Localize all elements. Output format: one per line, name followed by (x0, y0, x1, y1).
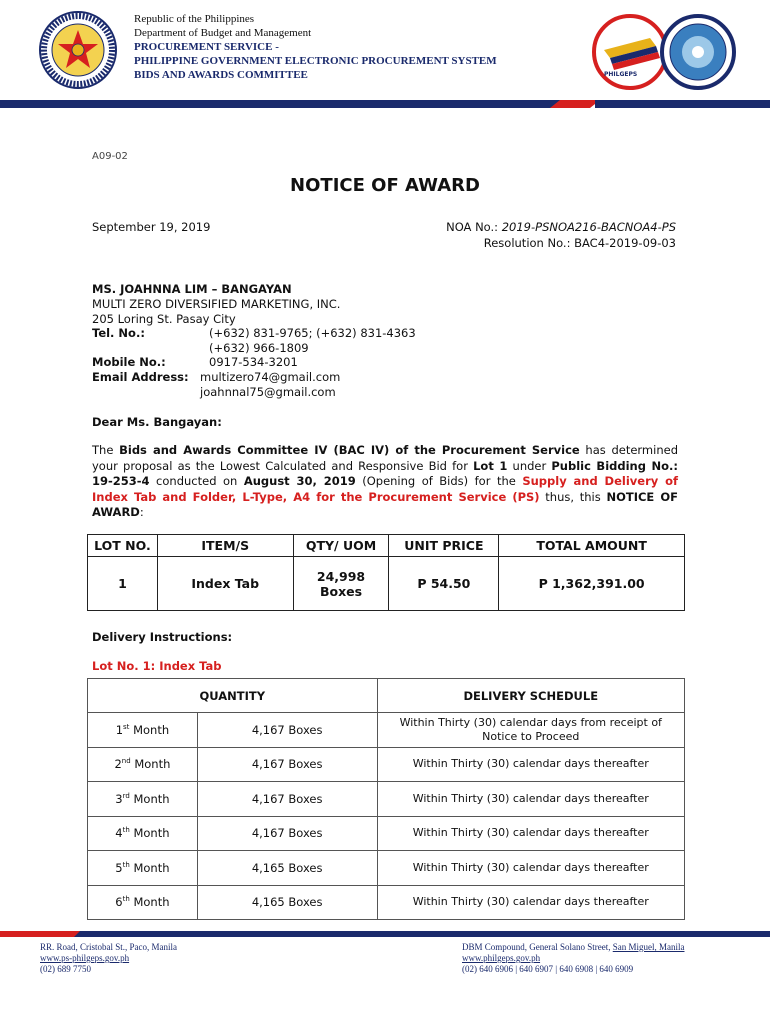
col-items: ITEM/S (157, 535, 293, 557)
cell-total: P 1,362,391.00 (499, 557, 685, 611)
col-lot-no: LOT NO. (88, 535, 158, 557)
cell-month: 6th Month (88, 885, 198, 920)
col-delivery-schedule: DELIVERY SCHEDULE (377, 679, 685, 713)
table-row (88, 885, 685, 920)
footer-right (462, 942, 684, 975)
email-value-2: joahnnal75@gmail.com (200, 385, 336, 399)
tel-value-2: (+632) 966-1809 (209, 341, 309, 355)
cell-schedule: Within Thirty (30) calendar days thereafter (377, 885, 685, 920)
footer-divider-bar (0, 929, 770, 939)
footer-right-address: DBM Compound, General Solano Street, San Miguel, Manila (462, 942, 685, 952)
col-quantity: QUANTITY (88, 679, 378, 713)
tel-label: Tel. No.: (92, 326, 145, 340)
mobile-value: 0917-534-3201 (209, 355, 298, 369)
mobile-label: Mobile No.: (92, 355, 166, 369)
col-unit-price: UNIT PRICE (389, 535, 499, 557)
footer-left-address: RR. Road, Cristobal St., Paco, Manila (40, 942, 177, 952)
resolution-number: Resolution No.: BAC4-2019-09-03 (483, 236, 676, 250)
email-label: Email Address: (92, 370, 189, 384)
delivery-instructions-title: Delivery Instructions: (92, 630, 233, 644)
dbm-seal-logo (38, 10, 118, 90)
award-table (87, 534, 685, 611)
header-philgeps: PHILIPPINE GOVERNMENT ELECTRONIC PROCUREMENT SYSTEM (134, 55, 497, 67)
cell-schedule: Within Thirty (30) calendar days thereafter (377, 851, 685, 886)
body-paragraph: The Bids and Awards Committee IV (BAC IV) of the Procurement Service has determined your proposal as the Lowest Calculated and Responsive Bid for Lot 1 under Public Bidding No.: 19-253-4 conducted on August 30, 2019 (Opening of Bids) for the Supply and Delivery of Index Tab and Folder, L-Type, A4 for the Procurement Service (PS) thus, this NOTICE OF AWARD: (92, 443, 678, 519)
cell-schedule: Within Thirty (30) calendar days thereafter (377, 782, 685, 817)
col-total-amount: TOTAL AMOUNT (499, 535, 685, 557)
cell-month: 1st Month (88, 713, 198, 748)
footer-left-website-link[interactable]: www.ps-philgeps.gov.ph (40, 953, 130, 963)
header-divider-bar (0, 98, 770, 108)
page-title: NOTICE OF AWARD (290, 175, 480, 196)
tel-value-1: (+632) 831-9765; (+632) 831-4363 (209, 326, 416, 340)
header-republic: Republic of the Philippines (134, 13, 255, 25)
table-row (88, 851, 685, 886)
lot-title: Lot No. 1: Index Tab (92, 659, 222, 673)
footer-left-phone: (02) 689 7750 (40, 964, 91, 974)
award-table-header-row (88, 535, 685, 557)
cell-quantity: 4,167 Boxes (197, 816, 377, 851)
noa-label: NOA No.: (446, 220, 502, 234)
cell-quantity: 4,165 Boxes (197, 851, 377, 886)
header-procurement-service: PROCUREMENT SERVICE - (134, 41, 279, 53)
schedule-header-row (88, 679, 685, 713)
delivery-schedule-table (87, 678, 685, 920)
agency-header (134, 12, 497, 82)
cell-month: 3rd Month (88, 782, 198, 817)
table-row (88, 816, 685, 851)
cell-month: 2nd Month (88, 747, 198, 782)
footer-right-phone: (02) 640 6906 | 640 6907 | 640 6908 | 640 6909 (462, 964, 634, 974)
cell-item: Index Tab (157, 557, 293, 611)
cell-unit-price: P 54.50 (389, 557, 499, 611)
recipient-company: MULTI ZERO DIVERSIFIED MARKETING, INC. (92, 297, 341, 311)
header-department: Department of Budget and Management (134, 27, 312, 39)
cell-lot: 1 (88, 557, 158, 611)
recipient-name: MS. JOAHNNA LIM – BANGAYAN (92, 282, 292, 296)
cell-month: 5th Month (88, 851, 198, 886)
table-row (88, 782, 685, 817)
col-qty-uom: QTY/ UOM (293, 535, 389, 557)
cell-schedule: Within Thirty (30) calendar days from receipt of Notice to Proceed (377, 713, 685, 748)
cell-quantity: 4,167 Boxes (197, 713, 377, 748)
table-row (88, 557, 685, 611)
cell-month: 4th Month (88, 816, 198, 851)
recipient-address: 205 Loring St. Pasay City (92, 312, 236, 326)
philgeps-logo-text: PHILGEPS (604, 71, 638, 78)
cell-quantity: 4,165 Boxes (197, 885, 377, 920)
footer-right-website-link[interactable]: www.philgeps.gov.ph (462, 953, 541, 963)
header-bac: BIDS AND AWARDS COMMITTEE (134, 69, 308, 81)
footer-left (40, 942, 177, 975)
cell-quantity: 4,167 Boxes (197, 782, 377, 817)
cell-qty: 24,998 Boxes (293, 557, 389, 611)
document-date: September 19, 2019 (92, 220, 211, 234)
cell-schedule: Within Thirty (30) calendar days thereafter (377, 816, 685, 851)
noa-value: 2019-PSNOA216-BACNOA4-PS (501, 220, 676, 234)
table-row (88, 713, 685, 748)
cell-quantity: 4,167 Boxes (197, 747, 377, 782)
cell-schedule: Within Thirty (30) calendar days thereafter (377, 747, 685, 782)
table-row (88, 747, 685, 782)
salutation: Dear Ms. Bangayan: (92, 415, 222, 429)
email-value-1: multizero74@gmail.com (200, 370, 341, 384)
ps-philgeps-logos (590, 12, 740, 92)
noa-number (446, 220, 676, 234)
document-code: A09-02 (92, 151, 128, 162)
